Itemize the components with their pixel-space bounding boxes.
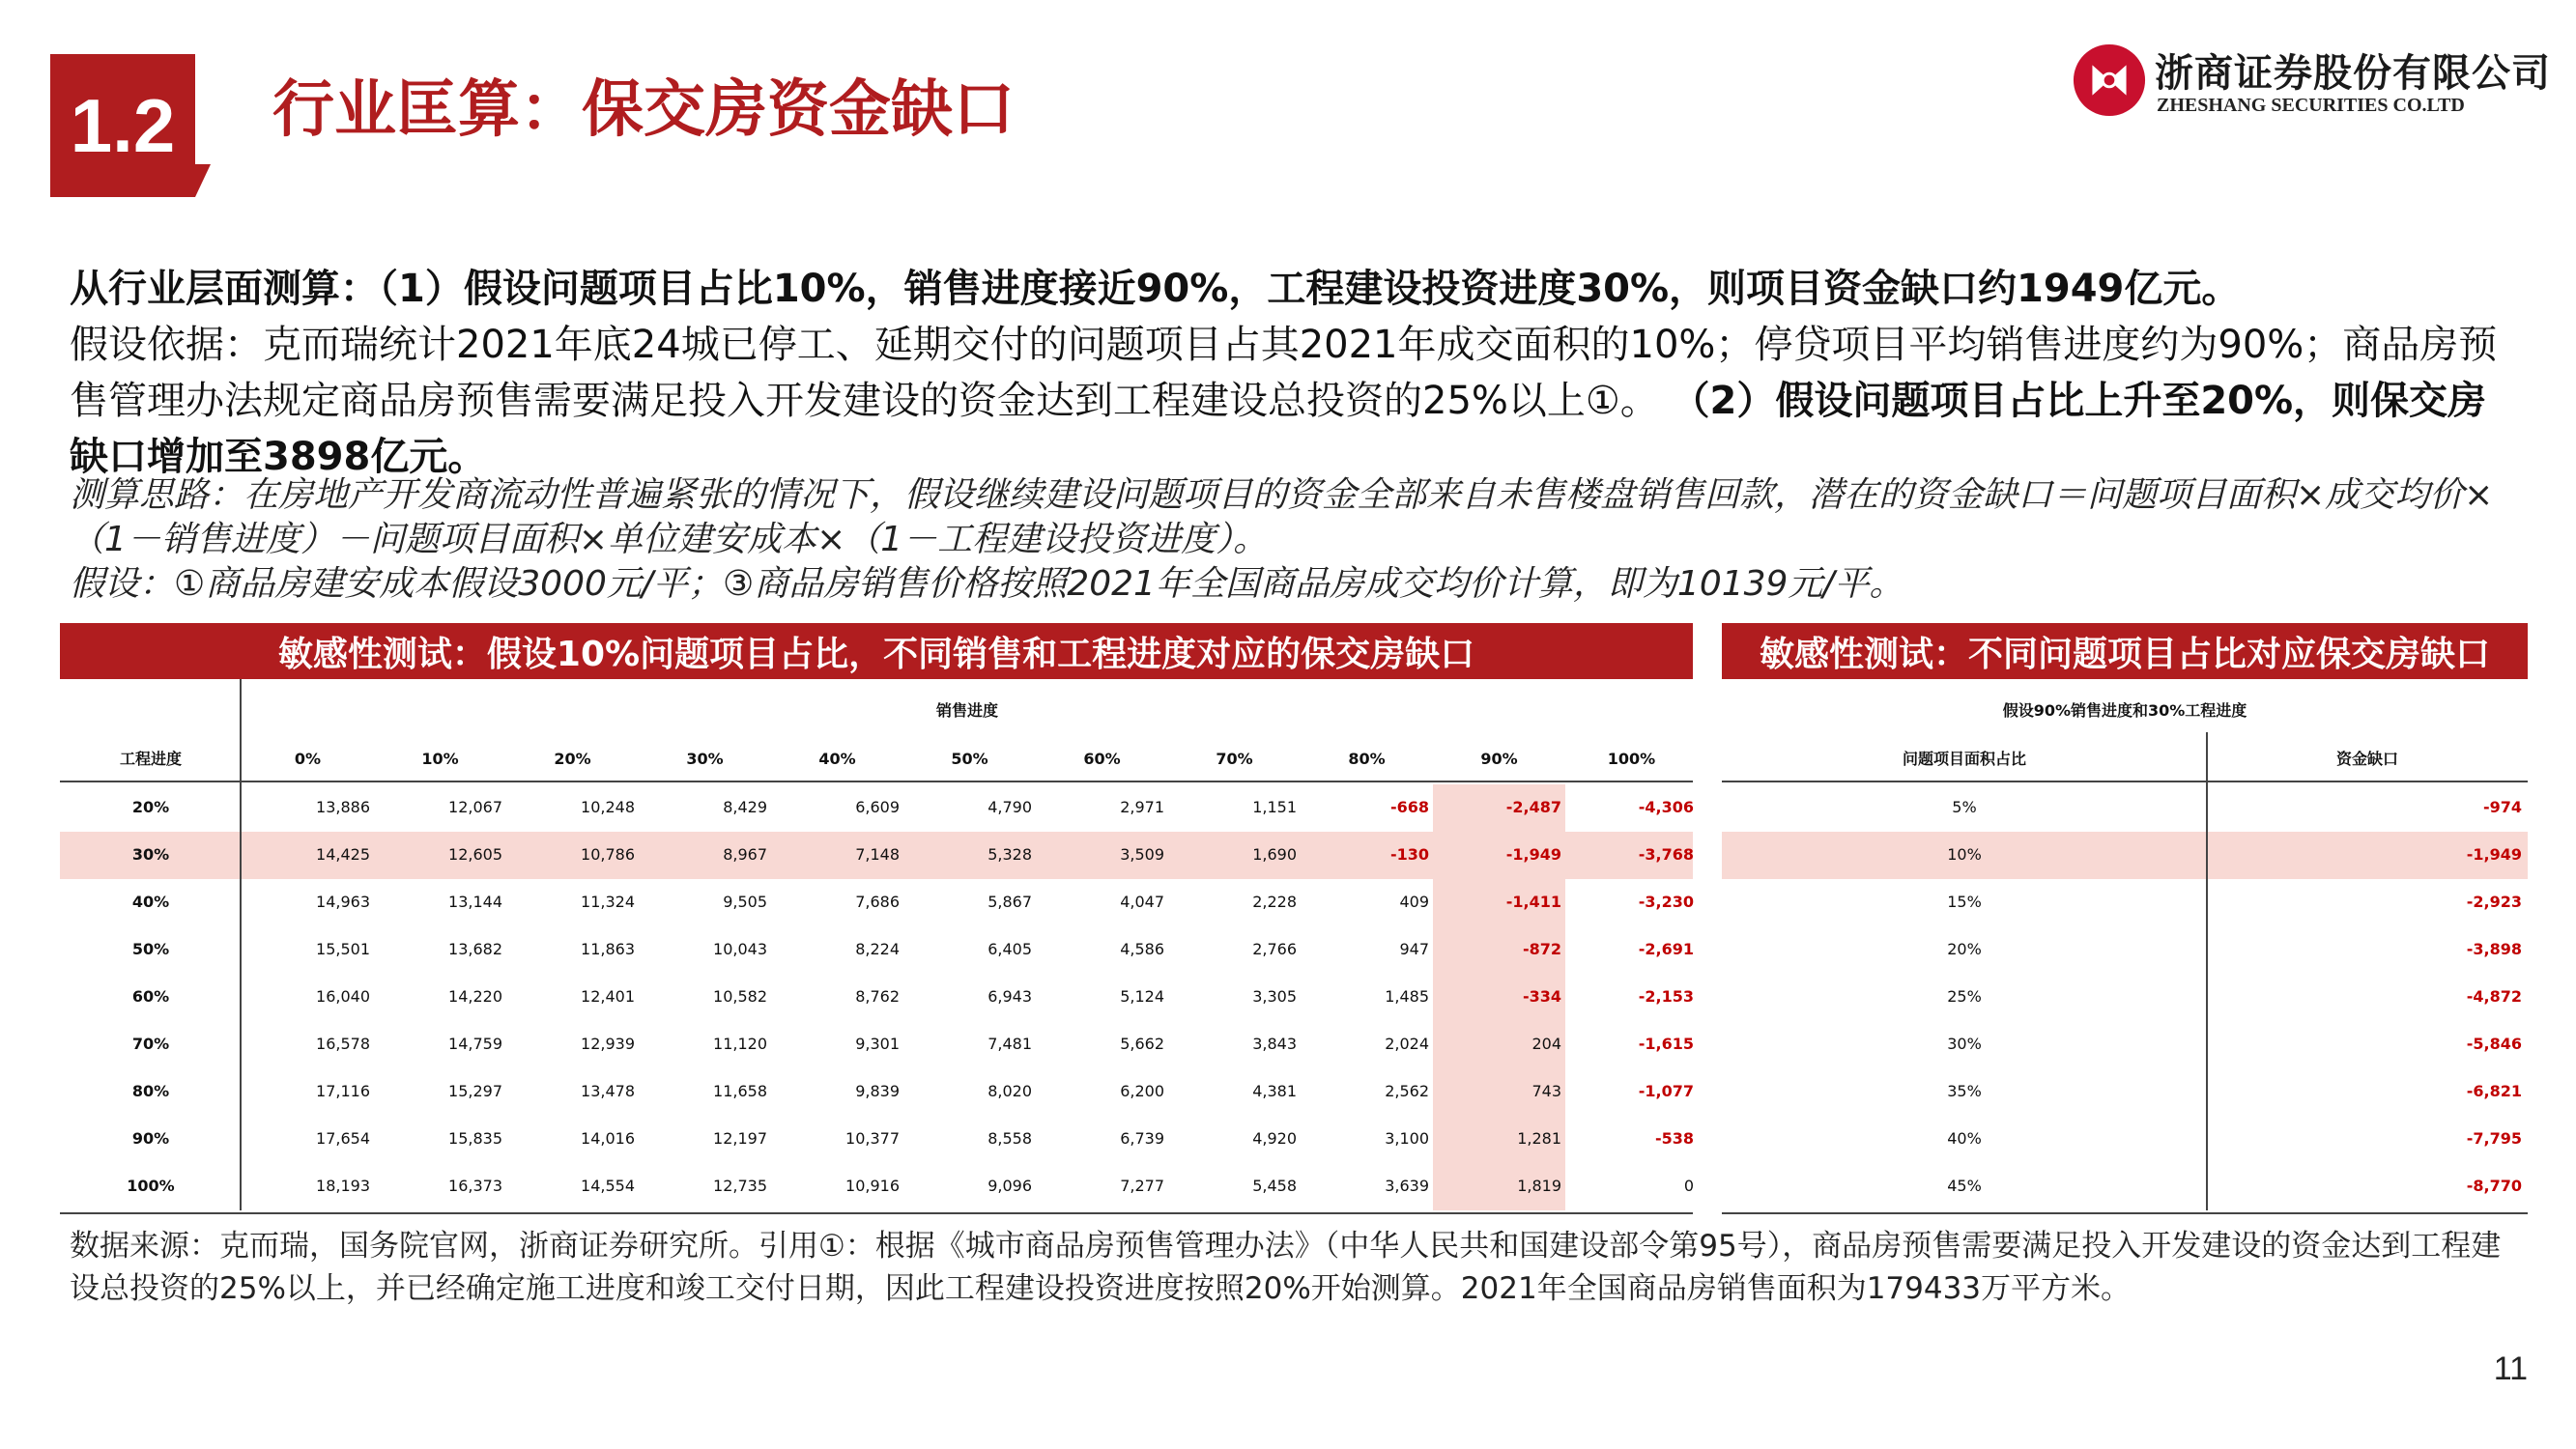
gap-value-cell: 1,281: [1517, 1129, 1561, 1148]
sales-column-header: 30%: [686, 750, 724, 768]
gap-cell: -6,821: [2466, 1082, 2522, 1100]
sales-column-header: 90%: [1480, 750, 1518, 768]
gap-value-cell: -2,153: [1638, 987, 1694, 1006]
ratio-cell: 45%: [1947, 1177, 1982, 1195]
gap-value-cell: 204: [1531, 1035, 1561, 1053]
gap-value-cell: 9,096: [987, 1177, 1032, 1195]
gap-value-cell: 7,686: [855, 893, 900, 911]
ratio-cell: 25%: [1947, 987, 1982, 1006]
gap-cell: -4,872: [2466, 987, 2522, 1006]
ratio-cell: 20%: [1947, 940, 1982, 958]
gap-value-cell: 10,582: [713, 987, 767, 1006]
engineering-row-label: 60%: [131, 987, 170, 1006]
gap-value-cell: 8,558: [987, 1129, 1032, 1148]
left-table-divider: [240, 679, 242, 1210]
gap-value-cell: 11,863: [581, 940, 635, 958]
gap-value-cell: 13,682: [448, 940, 502, 958]
gap-value-cell: 16,040: [316, 987, 370, 1006]
gap-value-cell: 13,478: [581, 1082, 635, 1100]
sales-column-header: 100%: [1607, 750, 1656, 768]
gap-value-cell: 1,690: [1252, 845, 1297, 864]
gap-cell: -3,898: [2466, 940, 2522, 958]
source-note: 数据来源：克而瑞，国务院官网，浙商证券研究所。引用①：根据《城市商品房预售管理办法》（中华人民共和国建设部令第95号），商品房预售需要满足投入开发建设的资金达到工程建设总投资的25%以上，并已经确定施工进度和竣工交付日期，因此工程建设投资进度按照20%开始测算。2021年全国商品房销售面积为179433万平方米。: [70, 1229, 2502, 1306]
gap-value-cell: 2,228: [1252, 893, 1297, 911]
engineering-row-label: 70%: [131, 1035, 170, 1053]
assumption-conclusion: （2）假设问题项目占比上升至20%，则保交房缺口增加至3898亿元。: [70, 379, 2487, 479]
sales-column-header: 10%: [421, 750, 459, 768]
zheshang-logo-icon: [2072, 43, 2147, 118]
gap-cell: -2,923: [2466, 893, 2522, 911]
gap-value-cell: 4,920: [1252, 1129, 1297, 1148]
gap-value-cell: 8,429: [723, 798, 767, 816]
gap-value-cell: 13,144: [448, 893, 502, 911]
gap-value-cell: 16,373: [448, 1177, 502, 1195]
sales-column-header: 60%: [1083, 750, 1121, 768]
gap-value-cell: 16,578: [316, 1035, 370, 1053]
ratio-column-header: 问题项目面积占比: [1902, 750, 2026, 768]
gap-cell: -974: [2482, 798, 2522, 816]
gap-value-cell: 10,916: [845, 1177, 900, 1195]
company-logo: [2072, 39, 2551, 126]
gap-value-cell: 6,200: [1120, 1082, 1164, 1100]
gap-value-cell: 9,839: [855, 1082, 900, 1100]
gap-value-cell: 12,735: [713, 1177, 767, 1195]
gap-value-cell: 7,481: [987, 1035, 1032, 1053]
gap-value-cell: 12,197: [713, 1129, 767, 1148]
gap-value-cell: 1,819: [1517, 1177, 1561, 1195]
gap-value-cell: 409: [1399, 893, 1429, 911]
right-table-title: 敏感性测试：不同问题项目占比对应保交房缺口: [1722, 623, 2528, 679]
gap-value-cell: 947: [1399, 940, 1429, 958]
gap-value-cell: 5,124: [1120, 987, 1164, 1006]
gap-value-cell: 4,790: [987, 798, 1032, 816]
gap-value-cell: 0: [1683, 1177, 1694, 1195]
gap-value-cell: 14,963: [316, 893, 370, 911]
gap-value-cell: -668: [1389, 798, 1429, 816]
gap-value-cell: 6,943: [987, 987, 1032, 1006]
gap-cell: -1,949: [2466, 845, 2522, 864]
gap-value-cell: 4,586: [1120, 940, 1164, 958]
gap-value-cell: 12,939: [581, 1035, 635, 1053]
gap-value-cell: -1,411: [1505, 893, 1561, 911]
assumption-note: 假设：①商品房建安成本假设3000元/平；③商品房销售价格按照2021年全国商品房成交均价计算，即为10139元/平。: [70, 564, 1904, 604]
gap-value-cell: 2,766: [1252, 940, 1297, 958]
right-bottom-rule: [1722, 1212, 2528, 1214]
gap-value-cell: -2,487: [1505, 798, 1561, 816]
gap-value-cell: 743: [1531, 1082, 1561, 1100]
ratio-cell: 30%: [1947, 1035, 1982, 1053]
gap-cell: -8,770: [2466, 1177, 2522, 1195]
gap-value-cell: 8,224: [855, 940, 900, 958]
gap-value-cell: 6,405: [987, 940, 1032, 958]
gap-value-cell: 6,609: [855, 798, 900, 816]
left-table-title: 敏感性测试：假设10%问题项目占比，不同销售和工程进度对应的保交房缺口: [60, 623, 1693, 679]
ratio-cell: 5%: [1952, 798, 1977, 816]
sales-column-header: 40%: [818, 750, 856, 768]
gap-value-cell: 15,835: [448, 1129, 502, 1148]
gap-value-cell: 11,658: [713, 1082, 767, 1100]
sales-column-header: 0%: [294, 750, 322, 768]
gap-value-cell: 2,024: [1385, 1035, 1429, 1053]
engineering-row-label: 40%: [131, 893, 170, 911]
gap-value-cell: 10,377: [845, 1129, 900, 1148]
gap-value-cell: -538: [1654, 1129, 1694, 1148]
page-title: 行业匡算：保交房资金缺口: [272, 74, 1015, 146]
gap-value-cell: 8,967: [723, 845, 767, 864]
gap-value-cell: -3,230: [1638, 893, 1694, 911]
gap-value-cell: 5,867: [987, 893, 1032, 911]
ratio-cell: 40%: [1947, 1129, 1982, 1148]
gap-value-cell: 1,151: [1252, 798, 1297, 816]
page-number: 11: [2493, 1350, 2528, 1387]
gap-value-cell: -1,615: [1638, 1035, 1694, 1053]
gap-value-cell: 17,116: [316, 1082, 370, 1100]
gap-value-cell: 3,305: [1252, 987, 1297, 1006]
assumption-text: 假设依据：克而瑞统计2021年底24城已停工、延期交付的问题项目占其2021年成交面积的10%；停贷项目平均销售进度约为90%；商品房预售管理办法规定商品房预售需要满足投入开发建设的资金达到工程建设总投资的25%以上①。: [70, 323, 2498, 423]
engineering-row-label: 90%: [131, 1129, 170, 1148]
gap-value-cell: 3,100: [1385, 1129, 1429, 1148]
section-number: 1.2: [70, 83, 176, 168]
gap-cell: -7,795: [2466, 1129, 2522, 1148]
gap-value-cell: -130: [1389, 845, 1429, 864]
gap-value-cell: 15,297: [448, 1082, 502, 1100]
logo-company-name-en: ZHESHANG SECURITIES CO.LTD: [2157, 95, 2465, 116]
summary-paragraph: 从行业层面测算：（1）假设问题项目占比10%，销售进度接近90%，工程建设投资进度30%，则项目资金缺口约1949亿元。: [70, 267, 2241, 311]
engineering-row-label: 50%: [131, 940, 170, 958]
gap-value-cell: 3,639: [1385, 1177, 1429, 1195]
gap-value-cell: 12,605: [448, 845, 502, 864]
gap-value-cell: 11,324: [581, 893, 635, 911]
sales-column-header: 70%: [1216, 750, 1253, 768]
sales-column-header: 50%: [951, 750, 988, 768]
gap-value-cell: 8,020: [987, 1082, 1032, 1100]
gap-value-cell: -1,949: [1505, 845, 1561, 864]
gap-value-cell: -2,691: [1638, 940, 1694, 958]
gap-value-cell: 14,220: [448, 987, 502, 1006]
gap-value-cell: 18,193: [316, 1177, 370, 1195]
right-table-divider: [2206, 732, 2208, 1210]
engineering-row-label: 100%: [127, 1177, 175, 1195]
ratio-cell: 15%: [1947, 893, 1982, 911]
gap-value-cell: 5,662: [1120, 1035, 1164, 1053]
ratio-cell: 10%: [1947, 845, 1982, 864]
gap-value-cell: 10,786: [581, 845, 635, 864]
gap-value-cell: 8,762: [855, 987, 900, 1006]
right-table-subtitle: 假设90%销售进度和30%工程进度: [2002, 701, 2247, 720]
engineering-progress-header: 工程进度: [119, 750, 182, 768]
engineering-row-label: 80%: [131, 1082, 170, 1100]
gap-value-cell: 14,759: [448, 1035, 502, 1053]
gap-value-cell: 17,654: [316, 1129, 370, 1148]
engineering-row-label: 20%: [131, 798, 170, 816]
gap-value-cell: -1,077: [1638, 1082, 1694, 1100]
assumption-paragraph: [70, 317, 2524, 485]
engineering-row-label: 30%: [131, 845, 170, 864]
gap-value-cell: 15,501: [316, 940, 370, 958]
gap-value-cell: 10,248: [581, 798, 635, 816]
gap-value-cell: 2,562: [1385, 1082, 1429, 1100]
left-header-rule: [60, 781, 1693, 782]
gap-value-cell: 5,328: [987, 845, 1032, 864]
gap-value-cell: 10,043: [713, 940, 767, 958]
gap-value-cell: -4,306: [1638, 798, 1694, 816]
gap-value-cell: 12,067: [448, 798, 502, 816]
gap-value-cell: -334: [1522, 987, 1561, 1006]
gap-cell: -5,846: [2466, 1035, 2522, 1053]
right-header-rule: [1722, 781, 2528, 782]
gap-value-cell: 6,739: [1120, 1129, 1164, 1148]
method-note: 测算思路：在房地产开发商流动性普遍紧张的情况下，假设继续建设问题项目的资金全部来自未售楼盘销售回款，潜在的资金缺口＝问题项目面积×成交均价×（1－销售进度）－问题项目面积×单位建安成本×（1－工程建设投资进度）。: [70, 475, 2494, 559]
sales-progress-header: 销售进度: [935, 701, 998, 720]
logo-company-name-cn: 浙商证券股份有限公司: [2155, 51, 2551, 96]
badge-tip: [195, 164, 211, 197]
gap-value-cell: -872: [1522, 940, 1561, 958]
gap-value-cell: 7,148: [855, 845, 900, 864]
gap-value-cell: 3,509: [1120, 845, 1164, 864]
left-bottom-rule: [60, 1212, 1693, 1214]
gap-value-cell: 1,485: [1385, 987, 1429, 1006]
gap-value-cell: 14,554: [581, 1177, 635, 1195]
gap-value-cell: -3,768: [1638, 845, 1694, 864]
gap-value-cell: 3,843: [1252, 1035, 1297, 1053]
gap-value-cell: 2,971: [1120, 798, 1164, 816]
gap-value-cell: 12,401: [581, 987, 635, 1006]
gap-value-cell: 7,277: [1120, 1177, 1164, 1195]
gap-value-cell: 5,458: [1252, 1177, 1297, 1195]
gap-value-cell: 14,016: [581, 1129, 635, 1148]
sales-column-header: 80%: [1348, 750, 1386, 768]
gap-value-cell: 4,047: [1120, 893, 1164, 911]
gap-value-cell: 11,120: [713, 1035, 767, 1053]
gap-value-cell: 9,301: [855, 1035, 900, 1053]
gap-value-cell: 14,425: [316, 845, 370, 864]
section-number-badge: [50, 54, 195, 197]
gap-value-cell: 9,505: [723, 893, 767, 911]
gap-value-cell: 13,886: [316, 798, 370, 816]
sales-column-header: 20%: [554, 750, 591, 768]
gap-column-header: 资金缺口: [2335, 750, 2398, 768]
gap-value-cell: 4,381: [1252, 1082, 1297, 1100]
ratio-cell: 35%: [1947, 1082, 1982, 1100]
